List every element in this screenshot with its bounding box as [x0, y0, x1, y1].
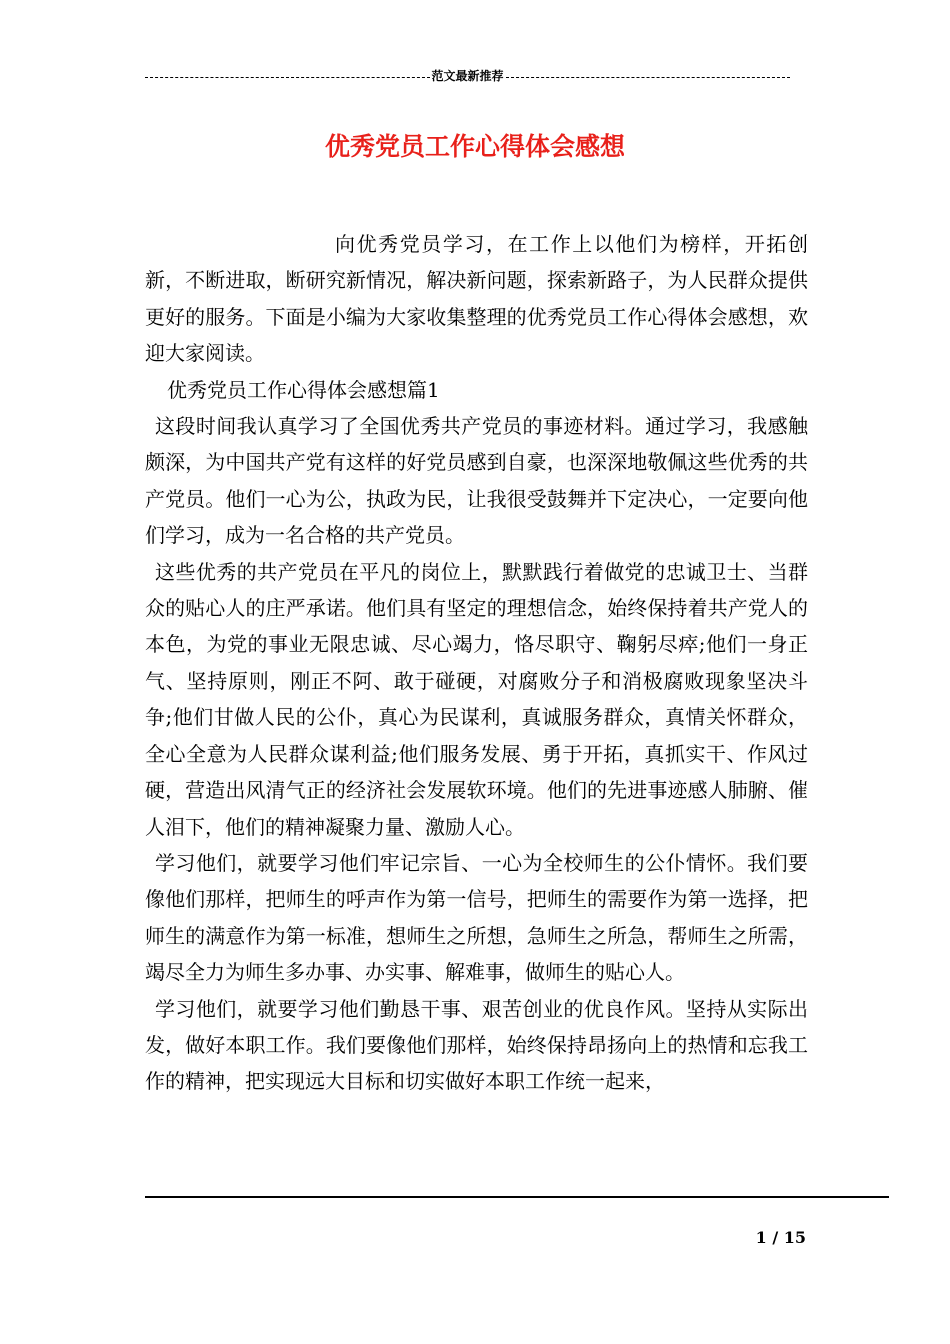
body-paragraph: 学习他们，就要学习他们牢记宗旨、一心为全校师生的公仆情怀。我们要像他们那样，把师生的呼声作为第一信号，把师生的需要作为第一选择，把师生的满意作为第一标准，想师生之所想，急师生之所急，帮师生之所需，竭尽全力为师生多办事、办实事、解难事，做师生的贴心人。: [145, 850, 808, 985]
body-paragraph: 这段时间我认真学习了全国优秀共产党员的事迹材料。通过学习，我感触颇深，为中国共产党有这样的好党员感到自豪，也深深地敬佩这些优秀的共产党员。他们一心为公，执政为民，让我很受鼓舞并下定决心，一定要向他们学习，成为一名合格的共产党员。: [145, 414, 808, 548]
intro-paragraph: 向优秀党员学习，在工作上以他们为榜样，开拓创新，不断进取，断研究新情况，解决新问题，探索新路子，为人民群众提供更好的服务。下面是小编为大家收集整理的优秀党员工作心得体会感想，欢迎大家阅读。: [145, 232, 808, 366]
body-paragraph: 这些优秀的共产党员在平凡的岗位上，默默践行着做党的忠诚卫士、当群众的贴心人的庄严承诺。他们具有坚定的理想信念，始终保持着共产党人的本色，为党的事业无限忠诚、尽心竭力，恪尽职守、鞠躬尽瘁;他们一身正气、坚持原则，刚正不阿、敢于碰硬，对腐败分子和消极腐败现象坚决斗争;他们甘做人民的公仆，真心为民谋利，真诚服务群众，真情关怀群众，全心全意为人民群众谋利益;他们服务发展、勇于开拓，真抓实干、作风过硬，营造出风清气正的经济社会发展软环境。他们的先进事迹感人肺腑、催人泪下，他们的精神凝聚力量、激励人心。: [145, 559, 808, 839]
header-rule: [145, 68, 790, 84]
section-heading: 优秀党员工作心得体会感想篇1: [167, 377, 440, 402]
document-body: [145, 226, 808, 1100]
header-dash-left: [145, 77, 430, 78]
header-dash-right: [506, 77, 790, 78]
page-number: 1 / 15: [755, 1228, 806, 1247]
body-paragraph: 学习他们，就要学习他们勤恳干事、艰苦创业的优良作风。坚持从实际出发，做好本职工作。我们要像他们那样，始终保持昂扬向上的热情和忘我工作的精神，把实现远大目标和切实做好本职工作统一起来，: [145, 996, 808, 1094]
footer-rule: [145, 1196, 889, 1198]
header-label: 范文最新推荐: [431, 69, 504, 83]
document-title: 优秀党员工作心得体会感想: [324, 132, 625, 161]
